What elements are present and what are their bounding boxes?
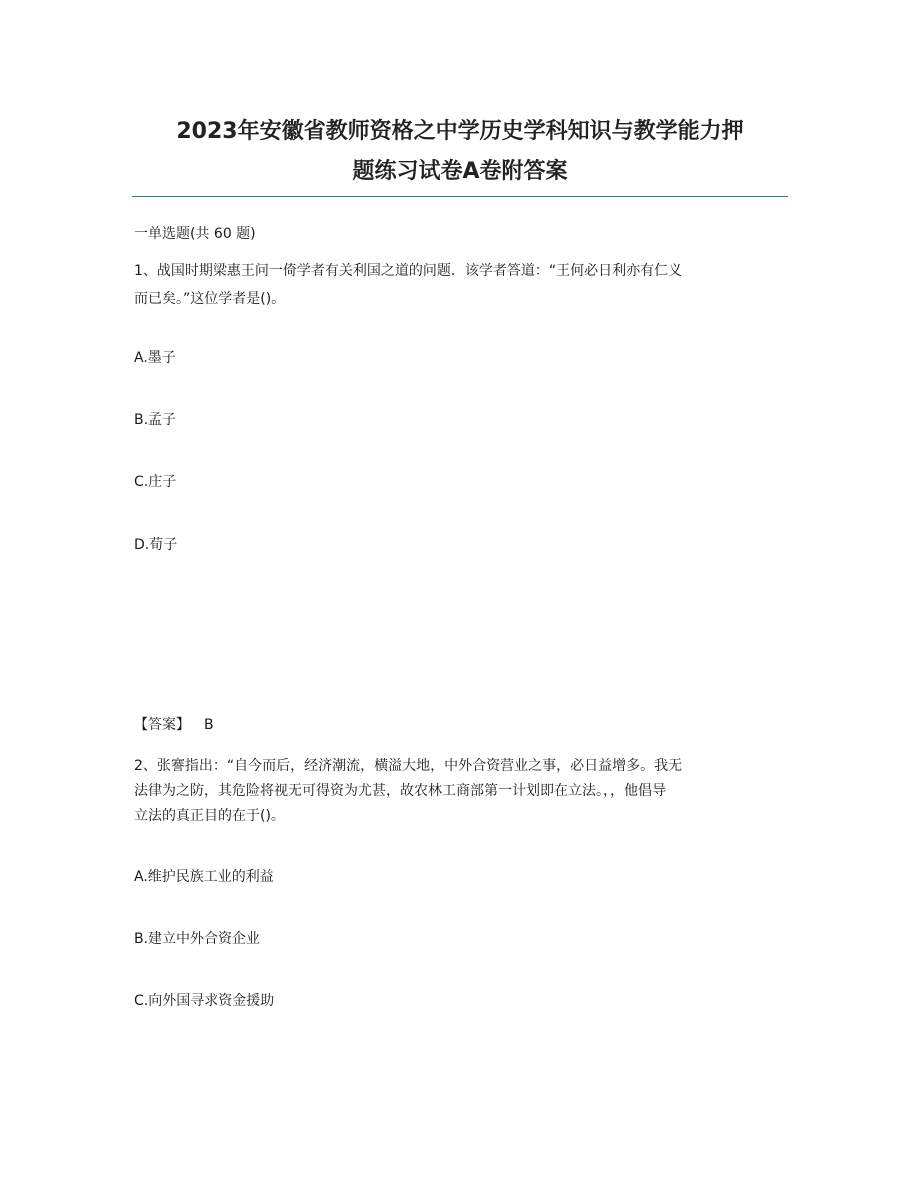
document-title-line-1: 2023年安徽省教师资格之中学历史学科知识与教学能力押 — [176, 119, 744, 144]
section-header: 一单选题(共 60 题) — [134, 226, 256, 242]
question-1-option-a: A.墨子 — [134, 350, 176, 366]
question-2-stem-line-1: 2、张謇指出：“自今而后，经济潮流，横溢大地，中外合资营业之事，必日益增多。我无 — [134, 758, 683, 774]
question-2-stem-line-2: 法律为之防，其危险将视无可得资为尤甚，故农林工商部第一计划即在立法。，，他倡导 — [134, 783, 666, 799]
question-1-stem-line-1: 1、战国时期梁惠王问一倚学者有关利国之道的问题．该学者答道：“王何必日利亦有仁义 — [134, 263, 683, 279]
question-1-option-c: C.庄子 — [134, 474, 177, 490]
question-1-stem-line-2: 而已矣。”这位学者是()。 — [134, 291, 286, 307]
question-2-option-b: B.建立中外合资企业 — [134, 931, 261, 947]
question-1-answer — [134, 714, 794, 736]
question-2-option-c: C.向外国寻求资金援助 — [134, 993, 275, 1009]
question-1-option-d: D.荀子 — [134, 537, 178, 553]
question-1-option-b: B.孟子 — [134, 412, 177, 428]
answer-label: 【答案】 — [134, 717, 190, 733]
answer-value: B — [204, 717, 214, 733]
title-divider — [132, 196, 788, 197]
document-title-line-2: 题练习试卷A卷附答案 — [352, 159, 568, 184]
question-2-stem-line-3: 立法的真正目的在于()。 — [134, 808, 285, 824]
question-2-option-a: A.维护民族工业的利益 — [134, 869, 274, 885]
